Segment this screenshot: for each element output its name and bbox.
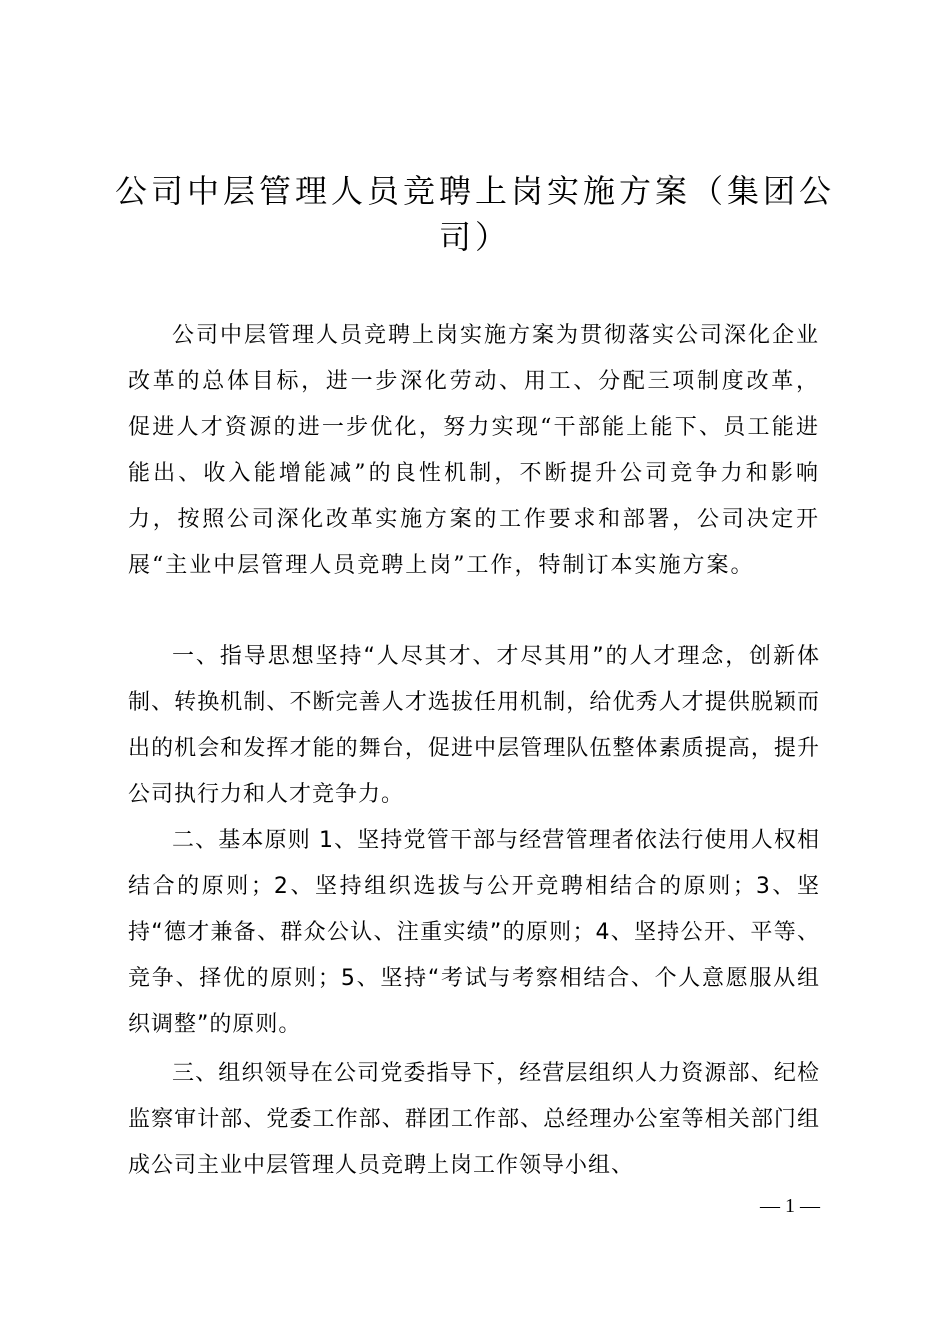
- section-basic-principles: 二、基本原则 1、坚持党管干部与经营管理者依法行使用人权相结合的原则；2、坚持组织选拔与公开竞聘相结合的原则；3、坚持“德才兼备、群众公认、注重实绩”的原则；4、坚持公开、平等、竞争、择优的原则；5、坚持“考试与考察相结合、个人意愿服从组织调整”的原则。: [128, 828, 820, 1037]
- document-title: 公司中层管理人员竞聘上岗实施方案（集团公司）: [115, 172, 836, 256]
- section-guiding-ideology: 一、指导思想坚持“人尽其才、才尽其用”的人才理念，创新体制、转换机制、不断完善人才选拔任用机制，给优秀人才提供脱颖而出的机会和发挥才能的舞台，促进中层管理队伍整体素质提高，提升公司执行力和人才竞争力。: [128, 644, 820, 807]
- page-number: — 1 —: [760, 1195, 820, 1217]
- section-organization-leadership: 三、组织领导在公司党委指导下，经营层组织人力资源部、纪检监察审计部、党委工作部、群团工作部、总经理办公室等相关部门组成公司主业中层管理人员竞聘上岗工作领导小组、: [128, 1061, 820, 1178]
- intro-paragraph: 公司中层管理人员竞聘上岗实施方案为贯彻落实公司深化企业改革的总体目标，进一步深化劳动、用工、分配三项制度改革，促进人才资源的进一步优化，努力实现“干部能上能下、员工能进能出、收入能增能减”的良性机制，不断提升公司竞争力和影响力，按照公司深化改革实施方案的工作要求和部署，公司决定开展“主业中层管理人员竞聘上岗”工作，特制订本实施方案。: [128, 323, 821, 578]
